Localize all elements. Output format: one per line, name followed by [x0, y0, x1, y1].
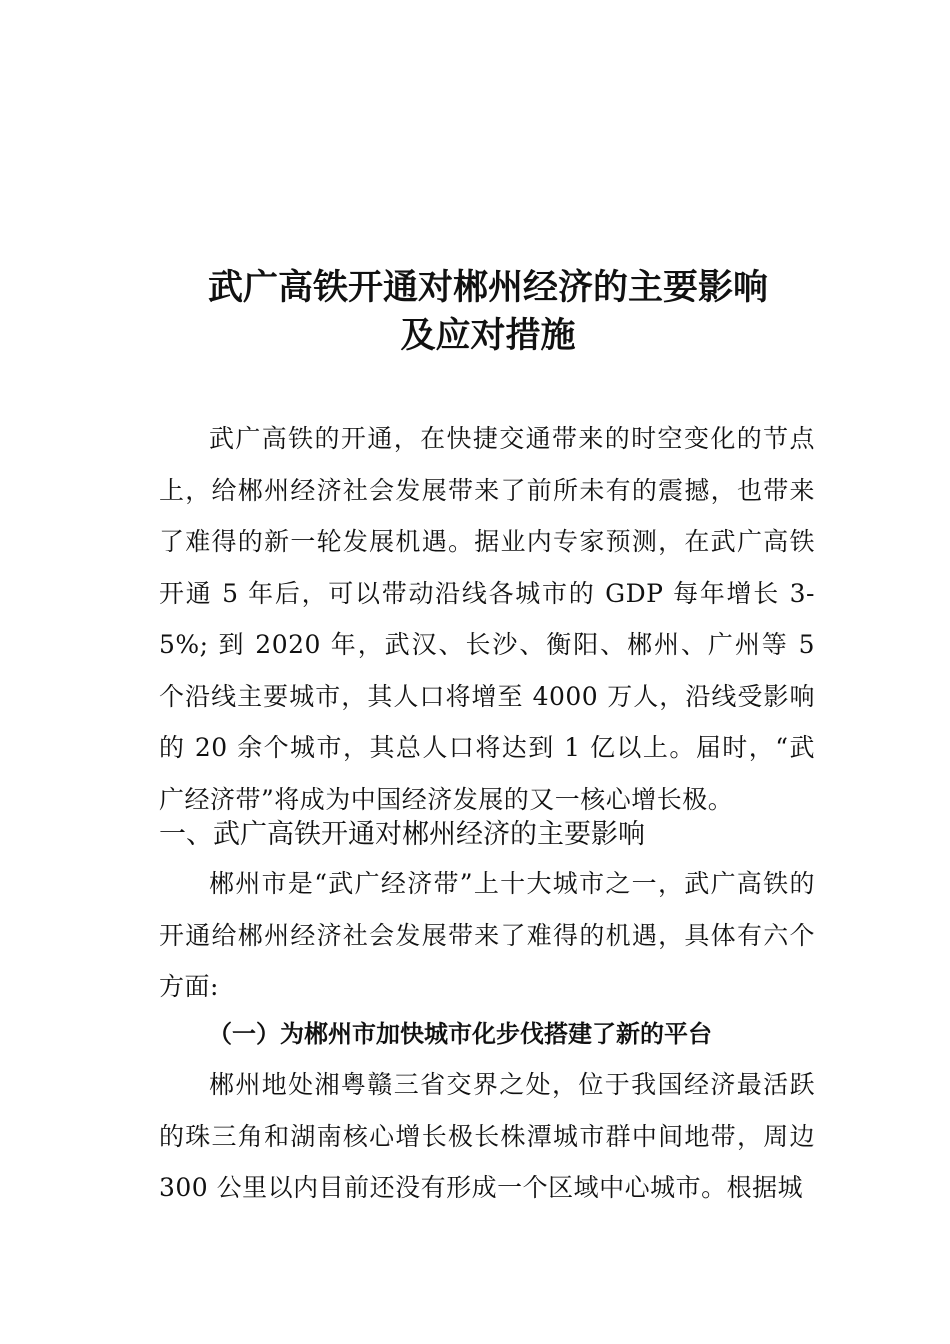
intro-paragraph: 武广高铁的开通，在快捷交通带来的时空变化的节点上，给郴州经济社会发展带来了前所未有的震撼，也带来了难得的新一轮发展机遇。据业内专家预测，在武广高铁开通 5 年后，可以带动沿线各城市的 GDP 每年增长 3-5%; 到 2020 年，武汉、长沙、衡阳、郴州、广州等 5 个沿线主要城市，其人口将增至 4000 万人，沿线受影响的 20 余个城市，其总人口将达到 1 亿以上。届时，“武广经济带”将成为中国经济发展的又一核心增长极。 [159, 424, 815, 814]
section-1-paragraph: 郴州市是“武广经济带”上十大城市之一，武广高铁的开通给郴州经济社会发展带来了难得的机遇，具体有六个方面: [159, 869, 815, 1001]
section-1-heading: 一、武广高铁开通对郴州经济的主要影响 [159, 819, 645, 850]
subsection-1-heading: （一）为郴州市加快城市化步伐搭建了新的平台 [208, 1019, 712, 1048]
subsection-1-paragraph: 郴州地处湘粤赣三省交界之处，位于我国经济最活跃的珠三角和湖南核心增长极长株潭城市群中间地带，周边 300 公里以内目前还没有形成一个区域中心城市。根据城 [159, 1070, 815, 1202]
document-title-line-2: 及应对措施 [400, 315, 576, 356]
document-title-line-1: 武广高铁开通对郴州经济的主要影响 [207, 267, 768, 308]
